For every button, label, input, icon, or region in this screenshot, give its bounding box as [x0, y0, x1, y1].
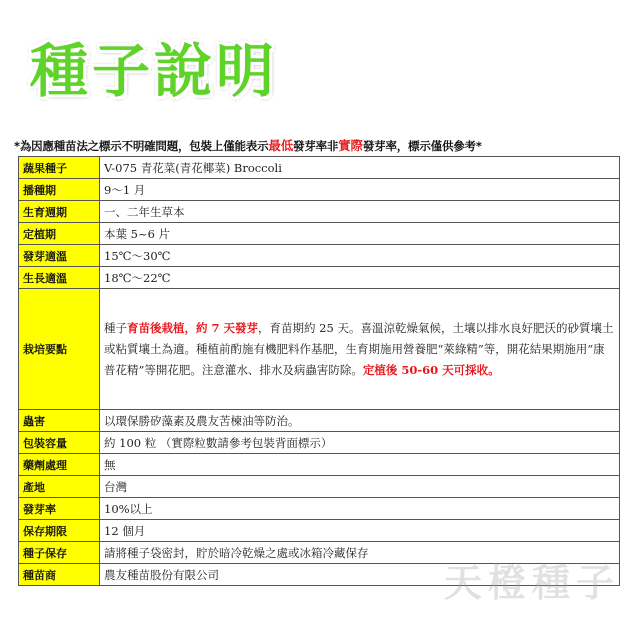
row-label: 種子保存 — [19, 542, 100, 564]
row-label: 產地 — [19, 476, 100, 498]
notice-mid: 發芽率非 — [293, 139, 339, 153]
page-title: 種子說明 — [30, 37, 279, 105]
row-label: 蔬果種子 — [19, 157, 100, 179]
row-label: 藥劑處理 — [19, 454, 100, 476]
row-value: 農友種苗股份有限公司 — [100, 564, 620, 586]
cultivation-part-2: ，育苗期約 25 天。喜溫涼乾燥氣候，土壤以排水良好肥沃的砂質壤土或粘質壤土為適。種植前酌施有機肥料作基肥，生育期施用營養肥“萊綠精”等，開花結果期施用“康普花精”等開花肥。注意灌水、排水及病蟲害防除。 — [104, 320, 614, 377]
row-label: 播種期 — [19, 179, 100, 201]
row-value: 18℃～22℃ — [100, 267, 620, 289]
cultivation-highlight-2: 定植後 50-60 天可採收。 — [362, 362, 500, 377]
row-value: 9～1 月 — [100, 179, 620, 201]
cultivation-text — [100, 289, 620, 410]
row-value: 10%以上 — [100, 498, 620, 520]
row-value: 本葉 5~6 片 — [100, 223, 620, 245]
row-label: 保存期限 — [19, 520, 100, 542]
seed-spec-table — [18, 156, 620, 586]
row-label: 栽培要點 — [19, 289, 100, 410]
notice-red-actual: 實際 — [338, 138, 363, 153]
notice-red-lowest: 最低 — [268, 138, 294, 153]
row-label: 生長適溫 — [19, 267, 100, 289]
table-row — [19, 201, 620, 223]
notice-suffix: 發芽率，標示僅供參考* — [362, 139, 482, 153]
row-label: 蟲害 — [19, 410, 100, 432]
table-row — [19, 476, 620, 498]
row-label: 發芽率 — [19, 498, 100, 520]
row-value: 無 — [100, 454, 620, 476]
table-row — [19, 267, 620, 289]
table-row — [19, 410, 620, 432]
row-value: V-075 青花菜(青花椰菜) Broccoli — [100, 157, 620, 179]
table-row-cultivation — [19, 289, 620, 410]
watermark-text: 天橙種子 — [443, 561, 620, 605]
row-value: 約 100 粒 （實際粒數請參考包裝背面標示） — [100, 432, 620, 454]
row-label: 發芽適溫 — [19, 245, 100, 267]
row-value: 15℃～30℃ — [100, 245, 620, 267]
cultivation-part-1: 種子 — [104, 320, 127, 335]
row-value: 以環保勝矽藻素及農友苦楝油等防治。 — [100, 410, 620, 432]
table-row — [19, 223, 620, 245]
table-row — [19, 454, 620, 476]
row-label: 生育週期 — [19, 201, 100, 223]
table-row — [19, 498, 620, 520]
table-row — [19, 179, 620, 201]
row-value: 一、二年生草本 — [100, 201, 620, 223]
row-value: 請將種子袋密封，貯於暗冷乾燥之處或冰箱冷藏保存 — [100, 542, 620, 564]
table-row — [19, 520, 620, 542]
notice-prefix: *為因應種苗法之標示不明確問題，包裝上僅能表示 — [14, 139, 269, 153]
cultivation-highlight-1: 育苗後栽植，約 7 天發芽 — [127, 320, 259, 335]
row-label: 包裝容量 — [19, 432, 100, 454]
table-row — [19, 432, 620, 454]
row-value: 台灣 — [100, 476, 620, 498]
table-row — [19, 157, 620, 179]
row-value: 12 個月 — [100, 520, 620, 542]
table-row — [19, 245, 620, 267]
notice-line — [14, 136, 626, 154]
row-label: 定植期 — [19, 223, 100, 245]
row-label: 種苗商 — [19, 564, 100, 586]
